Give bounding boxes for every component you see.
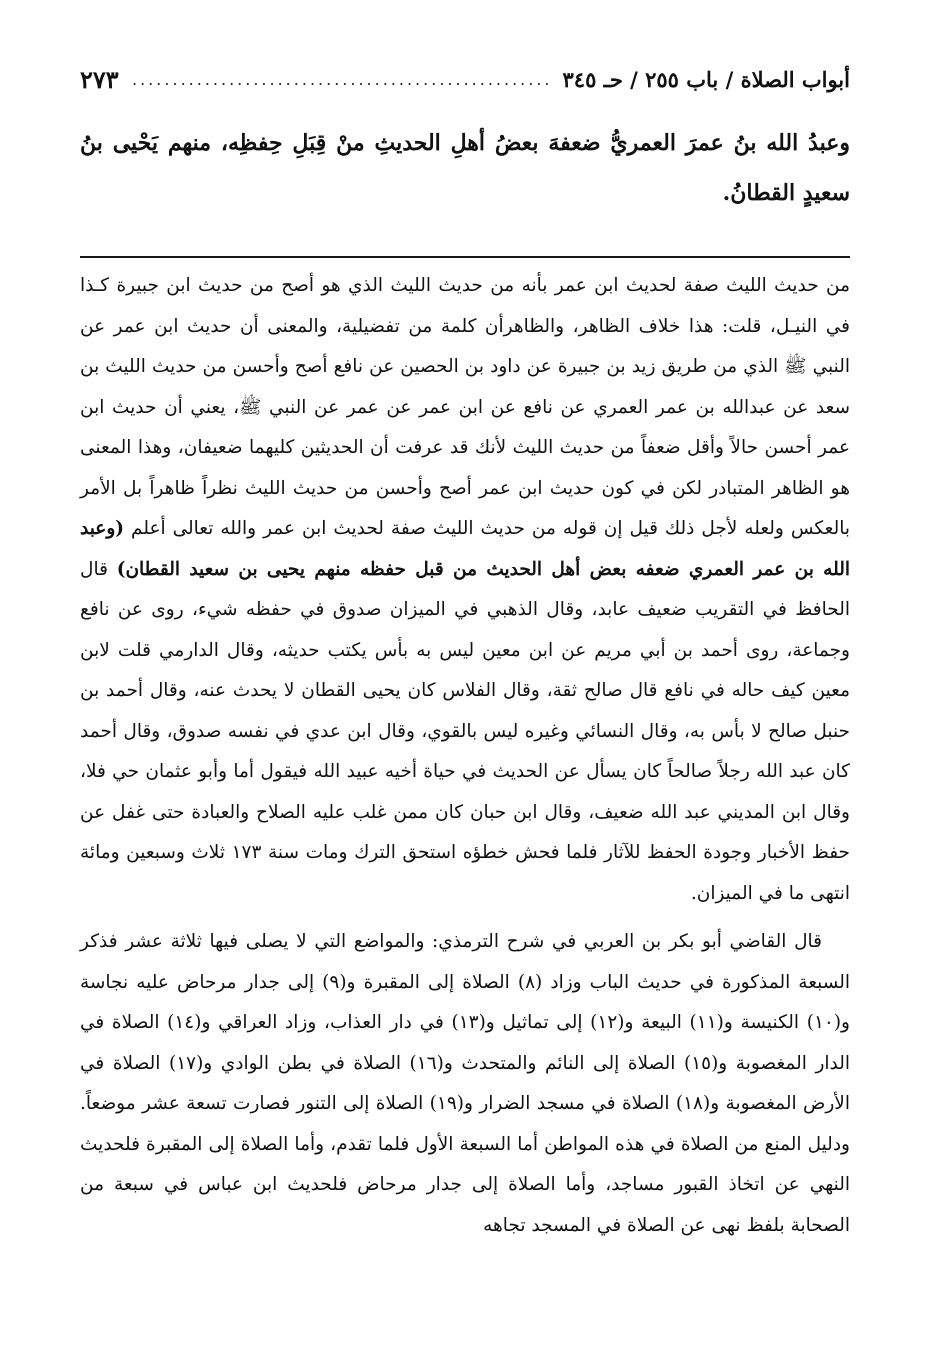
hadith-main-text: وعبدُ الله بنُ عمرَ العمريُّ ضعفهَ بعضُ أهلِ الحديثِ منْ قِبَلِ حِفظِه، منهم يَحْيى بنُ سعيدٍ القطانُ. bbox=[80, 130, 850, 206]
header-title: أبواب الصلاة / باب ٢٥٥ / حـ ٣٤٥ bbox=[562, 66, 850, 92]
page-number: ٢٧٣ bbox=[80, 64, 119, 94]
commentary-text-part-2: قال الحافظ في التقريب ضعيف عابد، وقال الذهبي في الميزان صدوق في حفظه شيء، روى عن نافع وجماعة، روى أحمد بن أبي مريم عن ابن معين ليس به بأس يكتب حديثه، وقال الدارمي قلت لابن معين كيف حاله في نافع قال صالح ثقة، وقال الفلاس كان يحيى القطان لا يحدث عنه، وقال أحمد بن حنبل صالح لا بأس به، وقال النسائي وغيره ليس بالقوي، وقال ابن عدي في نفسه صدوق، وقال أحمد كان عبد الله رجلاً صالحاً كان يسأل عن الحديث في حياة أخيه عبيد الله فيقول أما وأبو عثمان حي فلا، وقال ابن المديني عبد الله ضعيف، وقال ابن حبان كان ممن غلب عليه الصلاح والعبادة حتى غفل عن حفظ الأخبار وجودة الحفظ للآثار فلما فحش خطؤه استحق الترك ومات سنة ١٧٣ ثلاث وسبعين ومائة انتهى ما في الميزان. bbox=[80, 558, 850, 904]
commentary-paragraph-2: قال القاضي أبو بكر بن العربي في شرح الترمذي: والمواضع التي لا يصلى فيها ثلاثة عشر فذكر السبعة المذكورة في حديث الباب وزاد (٨) الصلاة إلى المقبرة و(٩) إلى جدار مرحاض عليه نجاسة و(١٠) الكنيسة و(١١) البيعة و(١٢) إلى تماثيل و(١٣) في دار العذاب، وزاد العراقي و(١٤) الصلاة في الدار المغصوبة و(١٥) الصلاة إلى النائم والمتحدث و(١٦) الصلاة في بطن الوادي و(١٧) الصلاة في الأرض المغصوبة و(١٨) الصلاة في مسجد الضرار و(١٩) الصلاة إلى التنور فصارت تسعة عشر موضعاً. ودليل المنع من الصلاة في هذه المواطن أما السبعة الأول فلما تقدم، وأما الصلاة إلى المقبرة فلحديث النهي عن اتخاذ القبور مساجد، وأما الصلاة إلى جدار مرحاض فلحديث ابن عباس في سبعة من الصحابة بلفظ نهى عن الصلاة في المسجد تجاهه bbox=[80, 931, 851, 1236]
header-leader-dots bbox=[129, 70, 553, 89]
quoted-matn: (وعبد الله بن عمر العمري ضعفه بعض أهل الحديث من قبل حفظه منهم يحيى بن سعيد القطان) bbox=[80, 518, 850, 580]
running-header bbox=[80, 62, 850, 96]
commentary-section bbox=[80, 266, 850, 1246]
footnote-separator bbox=[80, 256, 850, 258]
commentary-text-part-1: من حديث الليث صفة لحديث ابن عمر بأنه من حديث الليث الذي هو أصح من حديث ابن جبيرة كـذا في النيـل، قلت: هذا خلاف الظاهر، والظاهرأن كلمة من تفضيلية، والمعنى أن حديث ابن عمر عن النبي ﷺ الذي من طريق زيد بن جبيرة عن داود بن الحصين عن نافع أصح وأحسن من حديث الليث بن سعد عن عبدالله بن عمر العمري عن نافع عن ابن عمر عن عمر عن النبي ﷺ، يعني أن حديث ابن عمر أحسن حالاً وأقل ضعفاً من حديث الليث لأنك قد عرفت أن الحديثين كليهما ضعيفان، وهذا المعنى هو الظاهر المتبادر لكن في كون حديث ابن عمر أصح وأحسن من حديث الليث نظراً ظاهراً بل الأمر بالعكس ولعله لأجل ذلك قيل إن قوله من حديث الليث صفة لحديث ابن عمر والله تعالى أعلم bbox=[80, 275, 850, 539]
commentary-paragraph-1 bbox=[80, 266, 850, 914]
